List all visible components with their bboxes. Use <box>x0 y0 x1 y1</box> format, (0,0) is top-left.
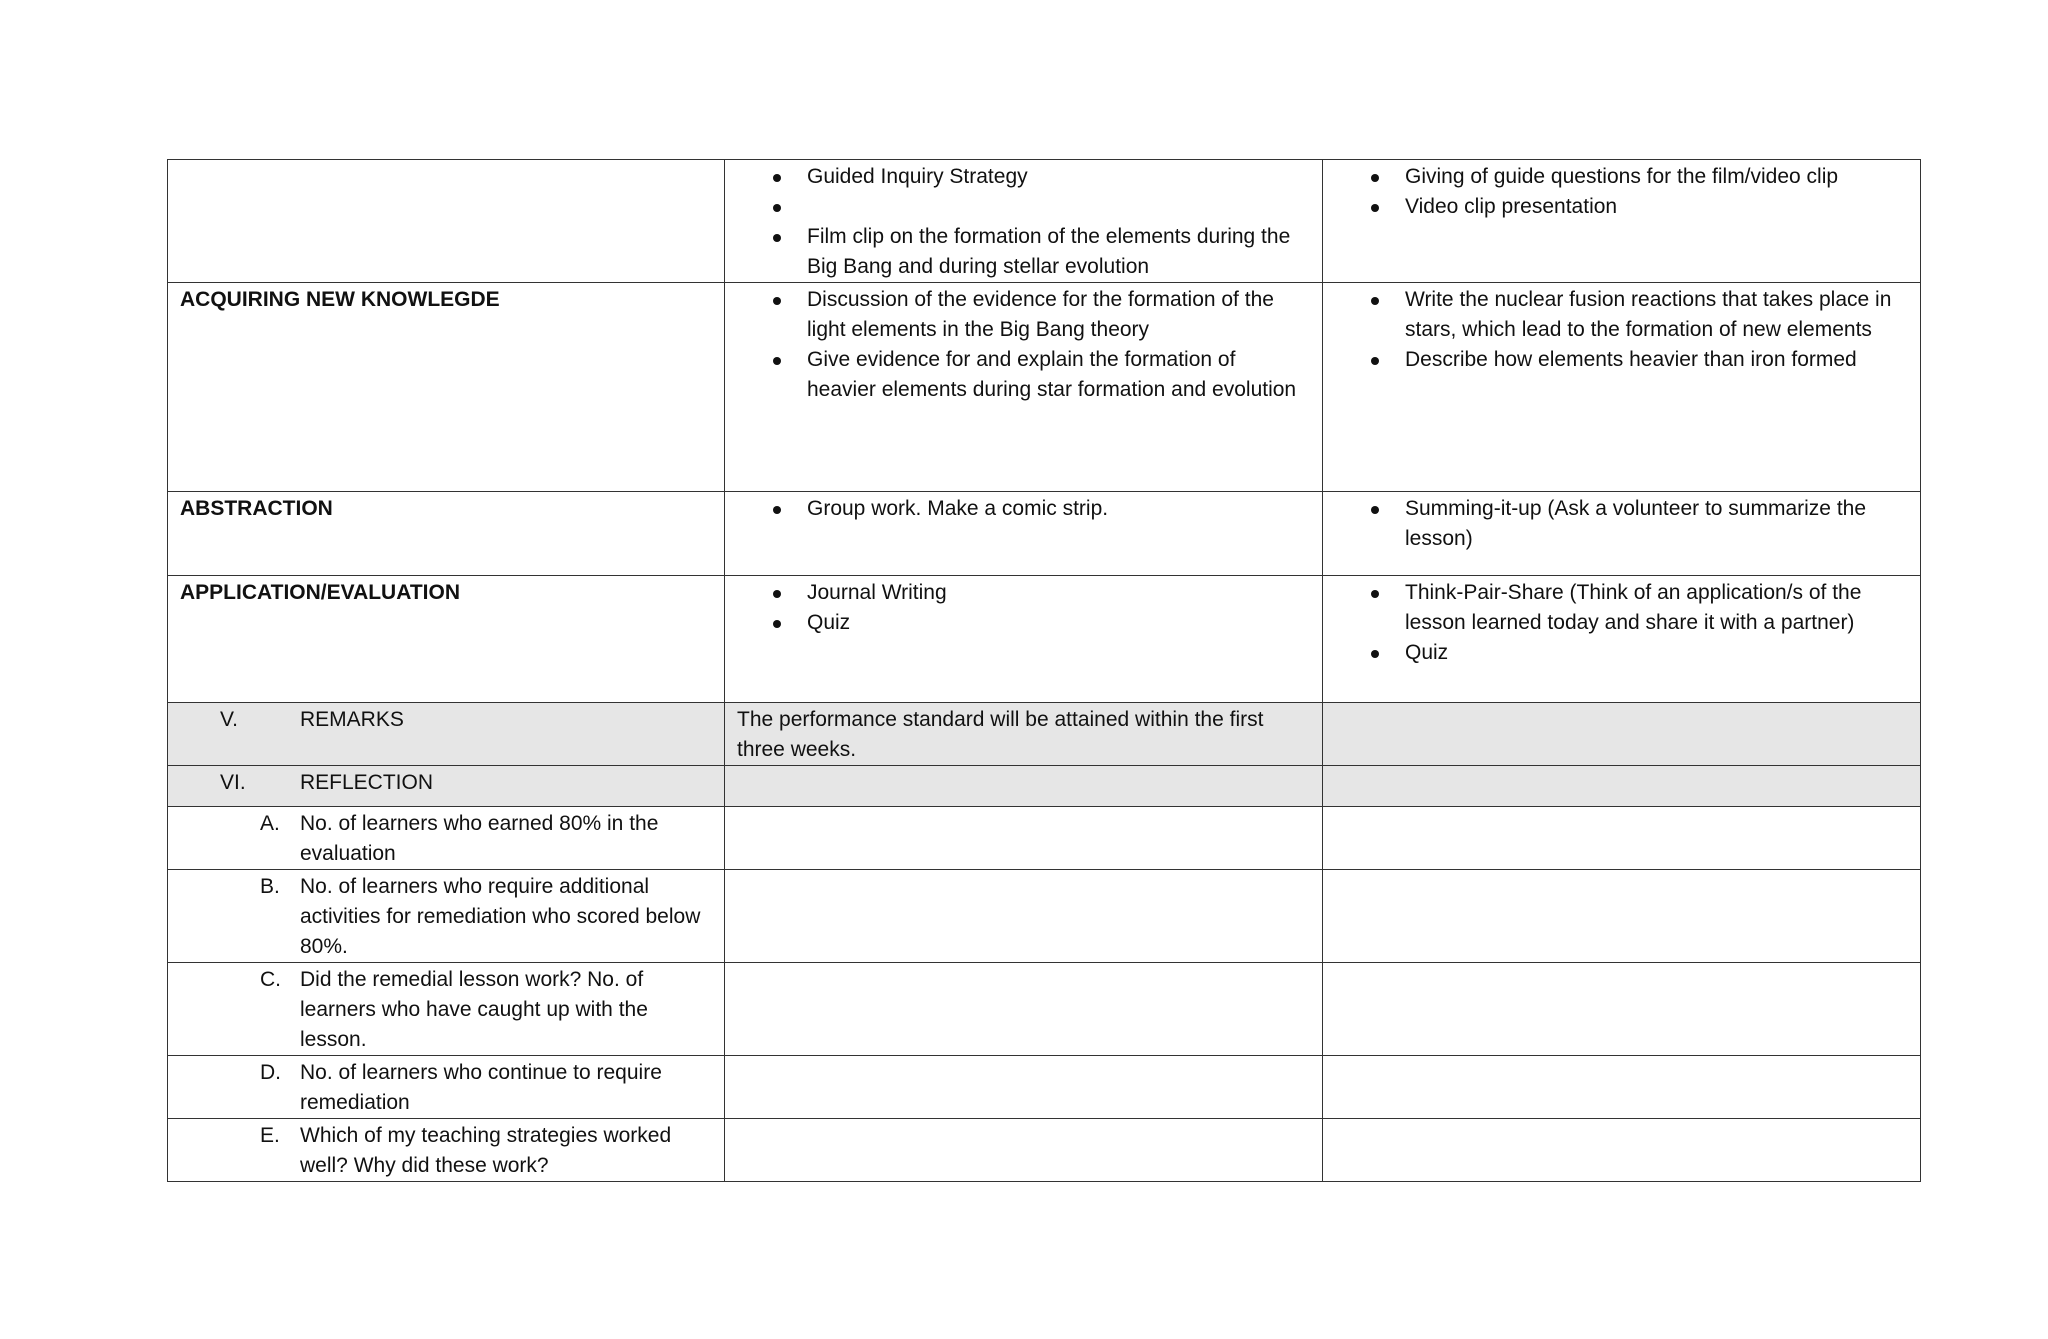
cell-remarks-col3 <box>1323 703 1921 766</box>
cell-remarks-col2: The performance standard will be attained within the first three weeks. <box>725 703 1323 766</box>
list-item: Write the nuclear fusion reactions that takes place in stars, which lead to the formation of new elements <box>1405 285 1908 345</box>
item-text: No. of learners who earned 80% in the evaluation <box>300 812 659 865</box>
list-item: Discussion of the evidence for the formation of the light elements in the Big Bang theory <box>807 285 1310 345</box>
section-label: REMARKS <box>300 708 404 731</box>
item-letter: E. <box>260 1124 280 1147</box>
cell-abstraction-col2 <box>725 492 1323 576</box>
table-row-item-c <box>168 963 1921 1056</box>
list-item: Give evidence for and explain the formation of heavier elements during star formation and evolution <box>807 345 1310 405</box>
cell-abstraction-col3 <box>1323 492 1921 576</box>
table-row-acquiring <box>168 283 1921 492</box>
item-letter: C. <box>260 968 281 991</box>
list-item: Summing-it-up (Ask a volunteer to summarize the lesson) <box>1405 494 1908 554</box>
item-text: No. of learners who continue to require remediation <box>300 1061 662 1114</box>
table-row-abstraction <box>168 492 1921 576</box>
item-letter: A. <box>260 812 280 835</box>
table-row-reflection <box>168 766 1921 807</box>
list-item: Describe how elements heavier than iron formed <box>1405 345 1908 375</box>
row-label-item <box>168 870 725 963</box>
table-row-item-e <box>168 1119 1921 1182</box>
section-number: V. <box>220 708 238 731</box>
item-text: Which of my teaching strategies worked well? Why did these work? <box>300 1124 672 1177</box>
cell-item-col2 <box>725 1119 1323 1182</box>
list-item: Giving of guide questions for the film/video clip <box>1405 162 1908 192</box>
cell-reflection-col2 <box>725 766 1323 807</box>
cell-item-col3 <box>1323 1056 1921 1119</box>
cell-item-col2 <box>725 1056 1323 1119</box>
cell-strategy-label <box>168 160 725 283</box>
row-label-abstraction: ABSTRACTION <box>168 492 725 576</box>
section-number: VI. <box>220 771 246 794</box>
cell-item-col3 <box>1323 963 1921 1056</box>
cell-strategy-col3 <box>1323 160 1921 283</box>
row-label-application: APPLICATION/EVALUATION <box>168 576 725 703</box>
table-row-item-b <box>168 870 1921 963</box>
row-label-item <box>168 807 725 870</box>
cell-application-col2 <box>725 576 1323 703</box>
cell-acquiring-col3 <box>1323 283 1921 492</box>
row-label-reflection <box>168 766 725 807</box>
cell-acquiring-col2 <box>725 283 1323 492</box>
list-item: Quiz <box>1405 638 1908 668</box>
list-item: Think-Pair-Share (Think of an application/s of the lesson learned today and share it with a partner) <box>1405 578 1908 638</box>
table-row-strategy <box>168 160 1921 283</box>
section-label: REFLECTION <box>300 771 434 794</box>
item-text: No. of learners who require additional activities for remediation who scored below 80%. <box>300 875 701 958</box>
item-letter: B. <box>260 875 280 898</box>
item-letter: D. <box>260 1061 281 1084</box>
item-text: Did the remedial lesson work? No. of learners who have caught up with the lesson. <box>300 968 648 1051</box>
cell-strategy-col2 <box>725 160 1323 283</box>
table-row-item-d <box>168 1056 1921 1119</box>
table-row-remarks <box>168 703 1921 766</box>
table-row-application <box>168 576 1921 703</box>
row-label-item <box>168 1119 725 1182</box>
list-item: Quiz <box>807 608 1310 638</box>
cell-item-col2 <box>725 870 1323 963</box>
row-label-item <box>168 963 725 1056</box>
list-item: Group work. Make a comic strip. <box>807 494 1310 524</box>
row-label-remarks <box>168 703 725 766</box>
list-item: Video clip presentation <box>1405 192 1908 222</box>
cell-item-col3 <box>1323 1119 1921 1182</box>
table-row-item-a <box>168 807 1921 870</box>
cell-reflection-col3 <box>1323 766 1921 807</box>
lesson-plan-table <box>167 159 1921 1182</box>
cell-item-col2 <box>725 807 1323 870</box>
row-label-item <box>168 1056 725 1119</box>
list-item: Film clip on the formation of the elements during the Big Bang and during stellar evolution <box>807 222 1310 282</box>
cell-application-col3 <box>1323 576 1921 703</box>
row-label-acquiring: ACQUIRING NEW KNOWLEGDE <box>168 283 725 492</box>
cell-item-col2 <box>725 963 1323 1056</box>
list-item: Journal Writing <box>807 578 1310 608</box>
cell-item-col3 <box>1323 807 1921 870</box>
cell-item-col3 <box>1323 870 1921 963</box>
list-item: Guided Inquiry Strategy <box>807 162 1310 192</box>
